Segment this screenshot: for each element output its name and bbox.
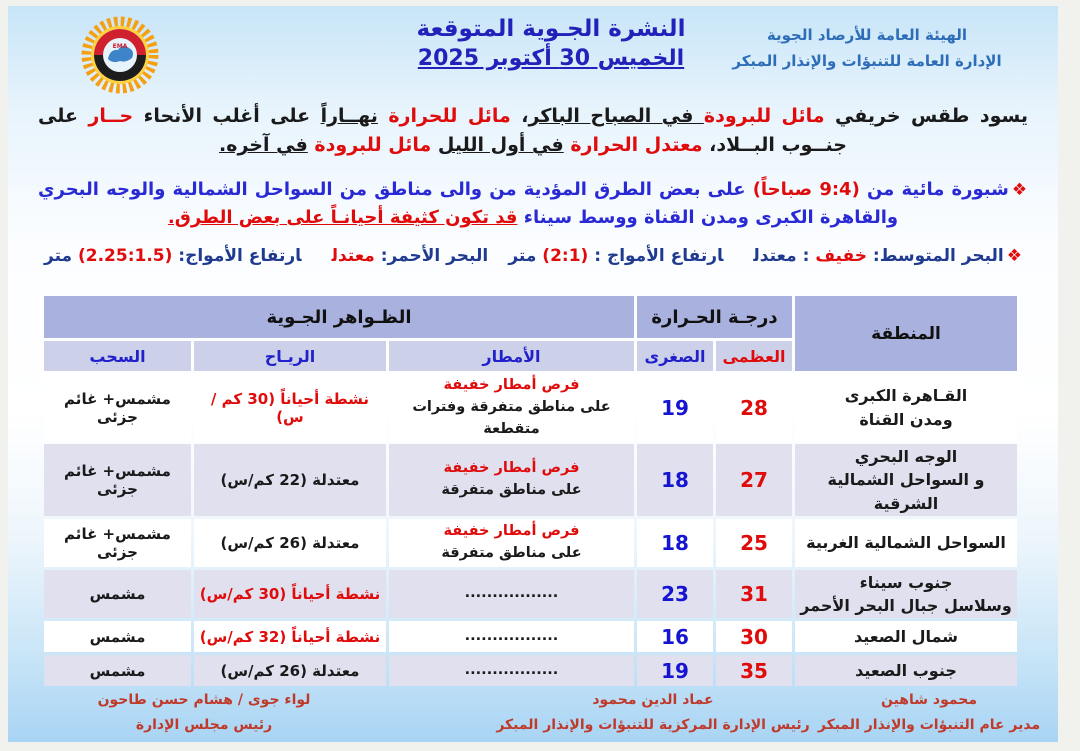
ema-logo-icon [74,16,166,94]
sea-state-line [44,246,1022,266]
signature-role: مدير عام التنبؤات والإنذار المبكر [817,717,1041,734]
table-row [44,621,1017,652]
max-temp-cell: 35 [716,655,792,686]
signature-central-admin-head [468,688,838,738]
header-region: المنطقة [795,296,1017,371]
header-max-temp: العظمى [716,341,792,371]
max-temp-cell: 31 [716,570,792,618]
table-row [44,444,1017,516]
rain-cell: فرص أمطار خفيفة على مناطق متفرقة [389,444,634,516]
signature-name: عماد الدين محمود [592,692,714,708]
header-rain: الأمطار [389,341,634,371]
min-temp-cell: 19 [637,655,713,686]
clouds-cell: مشمس [44,570,191,618]
min-temp-cell: 19 [637,374,713,441]
region-cell: جنوب سيناء وسلاسل جبال البحر الأحمر [795,570,1017,618]
region-cell: جنوب الصعيد [795,655,1017,686]
bulletin-title: النشرة الجـوية المتوقعة [416,16,686,42]
signature-role: رئيس الإدارة المركزية للتنبؤات والإنذار المبكر [496,717,810,734]
max-temp-cell: 25 [716,519,792,567]
fog-paragraph: ❖شبورة مائية من (9:4 صباحاً) على بعض الطرق المؤدية من والى مناطق من السواحل الشمالية والوجه البحري والقاهرة الكبرى ومدن القناة ووسط سيناء قد تكون كثيفة أحيانـاً على بعض الطرق. [38,179,1028,228]
min-temp-cell: 23 [637,570,713,618]
region-cell: شمال الصعيد [795,621,1017,652]
wind-cell: معتدلة (26 كم/س) [194,655,386,686]
svg-text:EMA: EMA [112,43,128,50]
weather-bulletin-slide [8,6,1058,742]
wind-cell: نشطة أحياناً (32 كم/س) [194,621,386,652]
max-temp-cell: 30 [716,621,792,652]
mediterranean-sea-state: ❖البحر المتوسط: خفيف : معتدلارتفاع الأمواج : (2:1) متر [508,246,1022,266]
fog-text: شبورة مائية من [859,179,1009,200]
header-wind: الريـاح [194,341,386,371]
min-temp-cell: 18 [637,444,713,516]
bulletin-date: الخميس 30 أكتوبر 2025 [417,46,685,71]
min-temp-cell: 18 [637,519,713,567]
red-sea-state: البحر الأحمر: معتدلارتفاع الأمواج: (2.25:1.5) متر [44,246,489,266]
region-cell: القـاهرة الكبرى ومدن القناة [795,374,1017,441]
table-row [44,374,1017,441]
rain-cell: ................. [389,621,634,652]
max-temp-cell: 28 [716,374,792,441]
table-row [44,655,1017,686]
wind-cell: نشطة أحياناً (30 كم / س) [194,374,386,441]
header-phenomena: الظـواهر الجـوية [44,296,634,338]
organization-name [702,22,1032,75]
bulletin-title-block [417,16,686,71]
org-line-1: الهيئة العامة للأرصاد الجوية [766,26,968,44]
header-temperature: درجـة الحـرارة [637,296,792,338]
min-temp-cell: 16 [637,621,713,652]
table-row [44,570,1017,618]
header-min-temp: الصغرى [637,341,713,371]
wind-cell: معتدلة (26 كم/س) [194,519,386,567]
wind-cell: معتدلة (22 كم/س) [194,444,386,516]
rain-cell: ................. [389,570,634,618]
clouds-cell: مشمس [44,621,191,652]
rain-cell: فرص أمطار خفيفة على مناطق متفرقة [389,519,634,567]
signature-director-general [804,688,1054,738]
max-temp-cell: 27 [716,444,792,516]
header-clouds: السحب [44,341,191,371]
weather-table [58,293,1020,689]
forecast-text: يسود طقس خريفي [824,105,1028,127]
signature-name: محمود شاهين [880,692,978,708]
org-line-2: الإدارة العامة للتنبؤات والإنذار المبكر [732,52,1002,71]
wind-cell: نشطة أحياناً (30 كم/س) [194,570,386,618]
signature-name: لواء جوى / هشام حسن طاحون [97,692,311,708]
clouds-cell: مشمس+ غائم جزئى [44,374,191,441]
rain-cell: فرص أمطار خفيفة على مناطق متفرقة وفترات متقطعة [389,374,634,441]
rain-cell: ................. [389,655,634,686]
signature-role: رئيس مجلس الإدارة [135,717,273,734]
clouds-cell: مشمس+ غائم جزئى [44,444,191,516]
clouds-cell: مشمس [44,655,191,686]
clouds-cell: مشمس+ غائم جزئى [44,519,191,567]
forecast-paragraph: يسود طقس خريفي مائل للبرودة في الصباح الباكر، مائل للحرارة نهــاراً على أغلب الأنحاء حــار على جنــوب البــلاد، معتدل الحرارة في أول الليل مائل للبرودة في آخره. [38,105,1028,157]
table-row [44,519,1017,567]
region-cell: السواحل الشمالية الغربية [795,519,1017,567]
region-cell: الوجه البحري و السواحل الشمالية الشرقية [795,444,1017,516]
diamond-bullet-icon: ❖ [1011,180,1028,200]
signature-board-chairman [74,688,334,738]
diamond-bullet-icon: ❖ [1006,246,1022,266]
